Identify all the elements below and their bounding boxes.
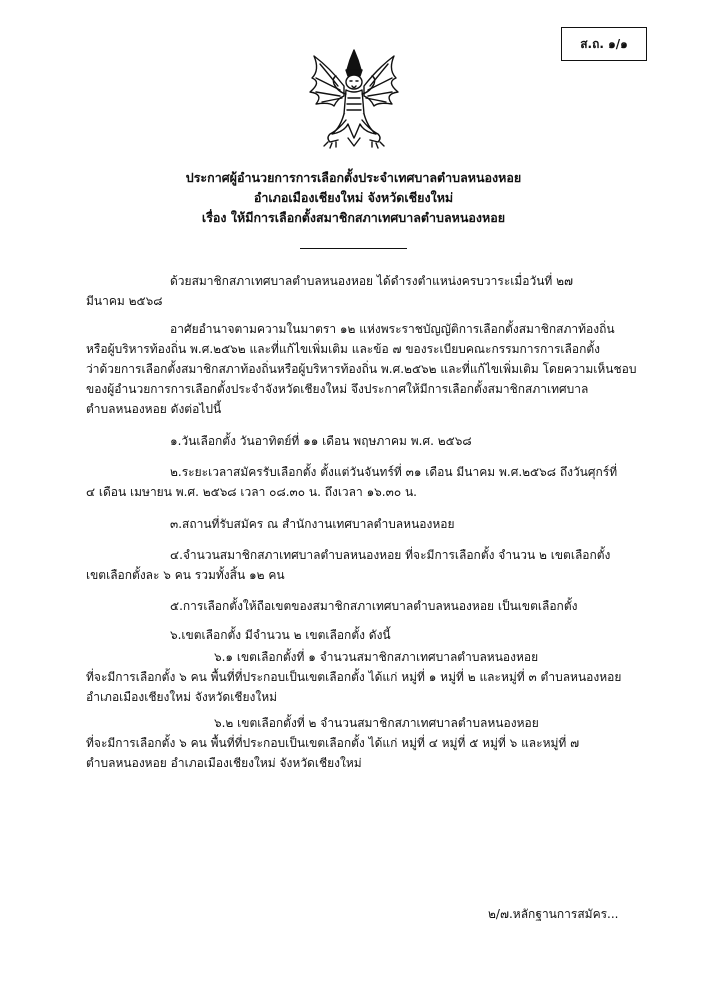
text-line: ๑.วันเลือกตั้ง วันอาทิตย์ที่ ๑๑ เดือน พฤษภาคม พ.ศ. ๒๕๖๘	[170, 434, 472, 448]
text-line: ที่จะมีการเลือกตั้ง ๖ คน พื้นที่ที่ประกอบเป็นเขตเลือกตั้ง ได้แก่ หมู่ที่ ๔ หมู่ที่ ๕ หมู่ที่ ๖ และหมู่ที่ ๗	[86, 736, 580, 750]
text-line: ๓.สถานที่รับสมัคร ณ สำนักงานเทศบาลตำบลหนองหอย	[170, 517, 455, 531]
paragraph-item-1	[86, 431, 652, 451]
header-divider	[300, 248, 407, 249]
paragraph-item-4	[86, 545, 652, 585]
paragraph-item-6-2	[86, 713, 652, 773]
text-line: ๖.เขตเลือกตั้ง มีจำนวน ๒ เขตเลือกตั้ง ดังนี้	[170, 628, 391, 642]
text-line: เขตเลือกตั้งละ ๖ คน รวมทั้งสิ้น ๑๒ คน	[86, 568, 285, 582]
text-line: ๕.การเลือกตั้งให้ถือเขตของสมาชิกสภาเทศบาลตำบลหนองหอย เป็นเขตเลือกตั้ง	[170, 599, 578, 613]
paragraph-item-6-1	[86, 647, 652, 707]
header-title-line1: ประกาศผู้อำนวยการการเลือกตั้งประจำเทศบาลตำบลหนองหอย	[185, 170, 522, 185]
text-line: ๖.๑ เขตเลือกตั้งที่ ๑ จำนวนสมาชิกสภาเทศบาลตำบลหนองหอย	[214, 650, 539, 664]
announcement-header	[0, 168, 707, 228]
paragraph-item-5	[86, 596, 652, 616]
text-line: ๖.๒ เขตเลือกตั้งที่ ๒ จำนวนสมาชิกสภาเทศบาลตำบลหนองหอย	[214, 716, 539, 730]
paragraph-item-2	[86, 462, 652, 502]
text-line: อำเภอเมืองเชียงใหม่ จังหวัดเชียงใหม่	[86, 690, 278, 704]
text-line: มีนาคม ๒๕๖๘	[86, 294, 163, 308]
paragraph-item-3	[86, 514, 652, 534]
form-code: ส.ถ. ๑/๑	[580, 36, 628, 51]
paragraph-intro	[86, 271, 652, 311]
text-line: อาศัยอำนาจตามความในมาตรา ๑๒ แห่งพระราชบัญญัติการเลือกตั้งสมาชิกสภาท้องถิ่น	[170, 322, 615, 336]
text-line: ที่จะมีการเลือกตั้ง ๖ คน พื้นที่ที่ประกอบเป็นเขตเลือกตั้ง ได้แก่ หมู่ที่ ๑ หมู่ที่ ๒ และหมู่ที่ ๓ ตำบลหนองหอย	[86, 670, 622, 684]
text-line: ตำบลหนองหอย ดังต่อไปนี้	[86, 402, 222, 416]
text-line: ว่าด้วยการเลือกตั้งสมาชิกสภาท้องถิ่นหรือผู้บริหารท้องถิ่น พ.ศ.๒๕๖๒ และที่แก้ไขเพิ่มเติม โดยความเห็นชอบ	[86, 362, 637, 376]
garuda-emblem-icon	[300, 48, 408, 150]
paragraph-item-6	[86, 625, 652, 645]
text-line: หรือผู้บริหารท้องถิ่น พ.ศ.๒๕๖๒ และที่แก้ไขเพิ่มเติม และข้อ ๗ ของระเบียบคณะกรรมการการเลือกตั้ง	[86, 342, 600, 356]
text-line: ๔.จำนวนสมาชิกสภาเทศบาลตำบลหนองหอย ที่จะมีการเลือกตั้ง จำนวน ๒ เขตเลือกตั้ง	[170, 548, 611, 562]
text-line: ตำบลหนองหอย อำเภอเมืองเชียงใหม่ จังหวัดเชียงใหม่	[86, 756, 362, 770]
text-line: ๔ เดือน เมษายน พ.ศ. ๒๕๖๘ เวลา ๐๘.๓๐ น. ถึงเวลา ๑๖.๓๐ น.	[86, 485, 417, 499]
page-continuation: ๒/๗.หลักฐานการสมัคร...	[488, 907, 619, 921]
header-title-line2: อำเภอเมืองเชียงใหม่ จังหวัดเชียงใหม่	[253, 190, 454, 205]
paragraph-authority	[86, 319, 652, 419]
header-subject-line: เรื่อง ให้มีการเลือกตั้งสมาชิกสภาเทศบาลตำบลหนองหอย	[201, 210, 506, 225]
text-line: ด้วยสมาชิกสภาเทศบาลตำบลหนองหอย ได้ดำรงตำแหน่งครบวาระเมื่อวันที่ ๒๗	[170, 274, 574, 288]
form-code-box	[561, 27, 647, 61]
text-line: ของผู้อำนวยการการเลือกตั้งประจำจังหวัดเชียงใหม่ จึงประกาศให้มีการเลือกตั้งสมาชิกสภาเทศบาล	[86, 382, 589, 396]
text-line: ๒.ระยะเวลาสมัครรับเลือกตั้ง ตั้งแต่วันจันทร์ที่ ๓๑ เดือน มีนาคม พ.ศ.๒๕๖๘ ถึงวันศุกร์ที่	[170, 465, 618, 479]
